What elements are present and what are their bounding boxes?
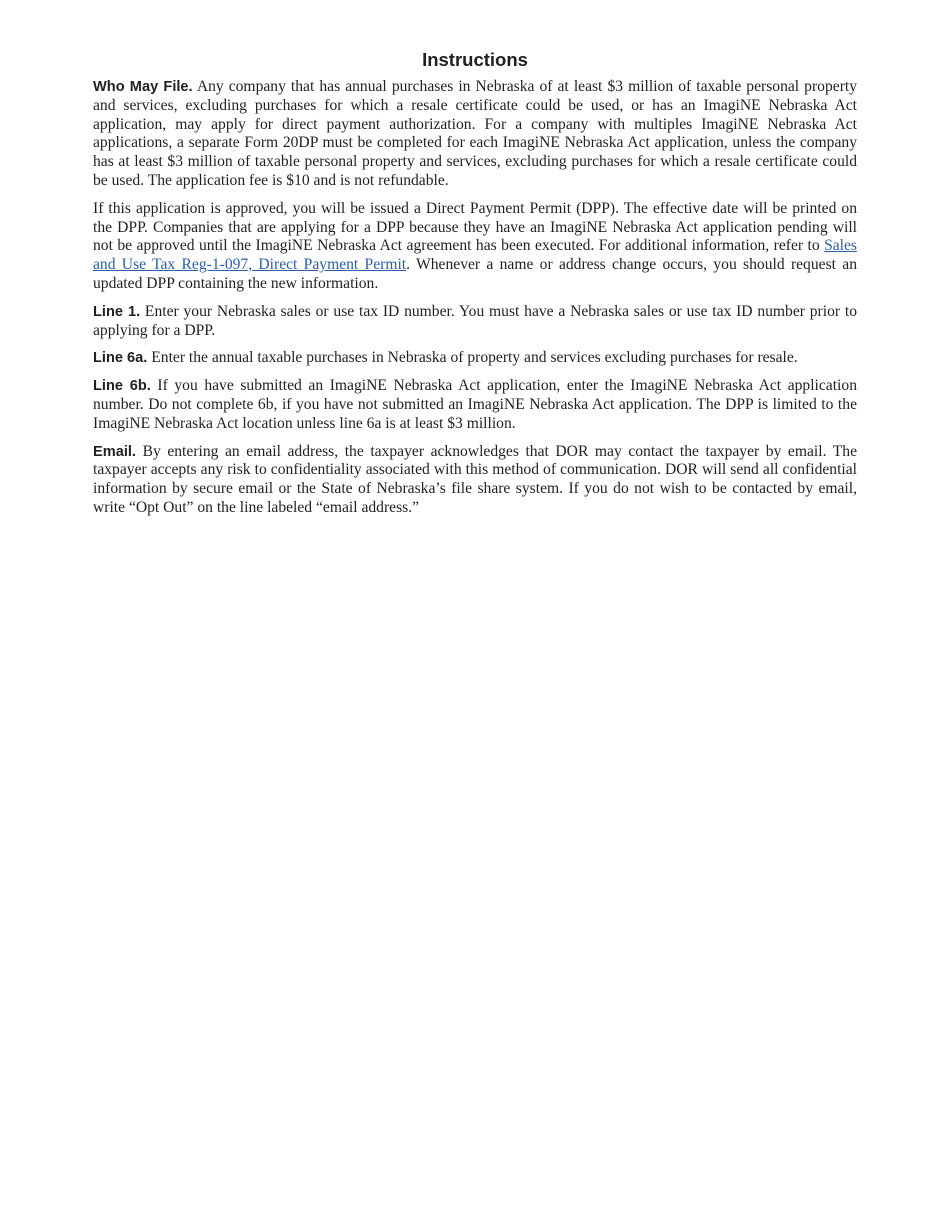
line-1-paragraph	[93, 303, 857, 341]
line-6a-text: Enter the annual taxable purchases in Nebraska of property and services excluding purchases for resale.	[151, 349, 798, 367]
line-1-text: Enter your Nebraska sales or use tax ID number. You must have a Nebraska sales or use tax ID number prior to applying for a DPP.	[93, 302, 857, 339]
line-6b-heading: Line 6b.	[93, 378, 151, 395]
email-text: By entering an email address, the taxpayer acknowledges that DOR may contact the taxpayer by email. The taxpayer accepts any risk to confidentiality associated with this method of communication. DOR will send all confidential information by secure email or the State of Nebraska’s file share system. If you do not wish to be contacted by email, write “Opt Out” on the line labeled “email address.”	[93, 442, 857, 516]
reg-1-097-link[interactable]: Sales and Use Tax Reg-1-097, Direct Payment Permit	[93, 237, 857, 274]
email-heading: Email.	[93, 443, 136, 460]
who-may-file-paragraph	[93, 78, 857, 191]
approval-paragraph	[93, 200, 857, 294]
line-6b-text: If you have submitted an ImagiNE Nebraska Act application, enter the ImagiNE Nebraska Act application number. Do not complete 6b, if you have not submitted an ImagiNE Nebraska Act application. The DPP is limited to the ImagiNE Nebraska Act location unless line 6a is at least $3 million.	[93, 377, 857, 432]
page-title: Instructions	[422, 49, 528, 70]
who-may-file-text: Any company that has annual purchases in Nebraska of at least $3 million of taxable personal property and services, excluding purchases for which a resale certificate could be used, or has an ImagiNE Nebraska Act application, may apply for direct payment authorization. For a company with multiples ImagiNE Nebraska Act applications, a separate Form 20DP must be completed for each ImagiNE Nebraska Act application, unless the company has at least $3 million of taxable personal property and services, excluding purchases for which a resale certificate could be used. The application fee is $10 and is not refundable.	[93, 78, 858, 189]
instructions-page	[93, 48, 857, 527]
approval-text-before: If this application is approved, you will be issued a Direct Payment Permit (DPP). The effective date will be printed on the DPP. Companies that are applying for a DPP because they have an ImagiNE Nebraska Act application pending will not be approved until the ImagiNE Nebraska Act agreement has been executed. For additional information, refer to	[93, 199, 857, 255]
line-6a-paragraph	[93, 349, 857, 368]
line-6a-heading: Line 6a.	[93, 350, 148, 367]
who-may-file-heading: Who May File.	[93, 79, 193, 95]
email-paragraph	[93, 443, 857, 518]
line-6b-paragraph	[93, 377, 857, 433]
line-1-heading: Line 1.	[93, 303, 141, 320]
approval-text-after: . Whenever a name or address change occurs, you should request an updated DPP containing the new information.	[93, 256, 857, 292]
